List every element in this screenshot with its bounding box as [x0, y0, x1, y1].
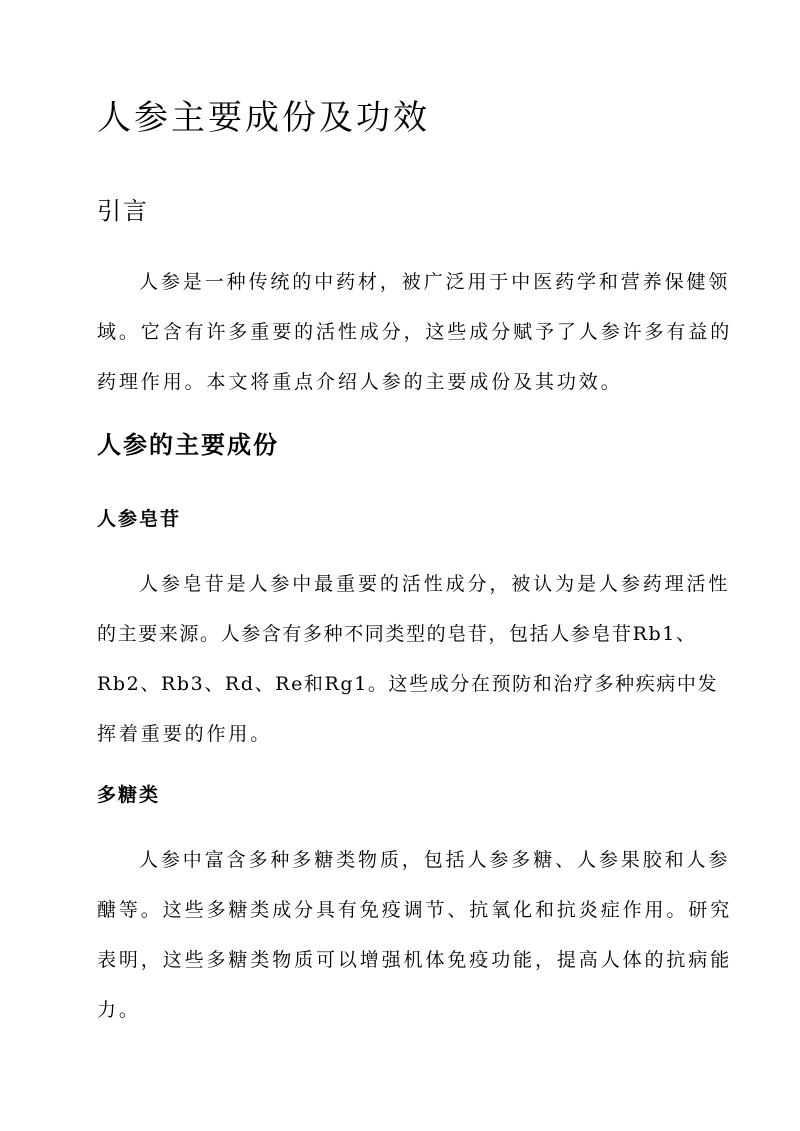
saponins-heading: 人参皂苷 [97, 508, 182, 530]
intro-paragraph [97, 257, 733, 407]
saponins-line-3: Rb2、Rb3、Rd、Re和Rg1。这些成分在预防和治疗多种疾病中发 [97, 673, 719, 695]
intro-heading: 引言 [97, 197, 149, 225]
polysaccharides-line-1: 人参中富含多种多糖类物质，包括人参多糖、人参果胶和人参 [139, 849, 731, 871]
polysaccharides-line-2: 醣等。这些多糖类成分具有免疫调节、抗氧化和抗炎症作用。研究 [97, 899, 733, 921]
polysaccharides-heading: 多糖类 [97, 784, 161, 806]
saponins-line-4: 挥着重要的作用。 [97, 723, 273, 745]
document-title: 人参主要成份及功效 [97, 98, 430, 138]
saponins-line-1: 人参皂苷是人参中最重要的活性成分，被认为是人参药理活性 [139, 573, 731, 595]
components-heading: 人参的主要成份 [97, 430, 279, 459]
intro-line-1: 人参是一种传统的中药材，被广泛用于中医药学和营养保健领 [139, 271, 731, 293]
intro-line-2: 域。它含有许多重要的活性成分，这些成分赋予了人参许多有益的 [97, 321, 733, 343]
saponins-line-2: 的主要来源。人参含有多种不同类型的皂苷，包括人参皂苷Rb1、 [97, 623, 697, 645]
intro-line-3: 药理作用。本文将重点介绍人参的主要成份及其功效。 [97, 371, 623, 393]
polysaccharides-line-3: 表明，这些多糖类物质可以增强机体免疫功能，提高人体的抗病能 [97, 949, 733, 971]
saponins-paragraph [97, 559, 731, 759]
polysaccharides-line-4: 力。 [97, 999, 141, 1021]
polysaccharides-paragraph [97, 835, 733, 1035]
